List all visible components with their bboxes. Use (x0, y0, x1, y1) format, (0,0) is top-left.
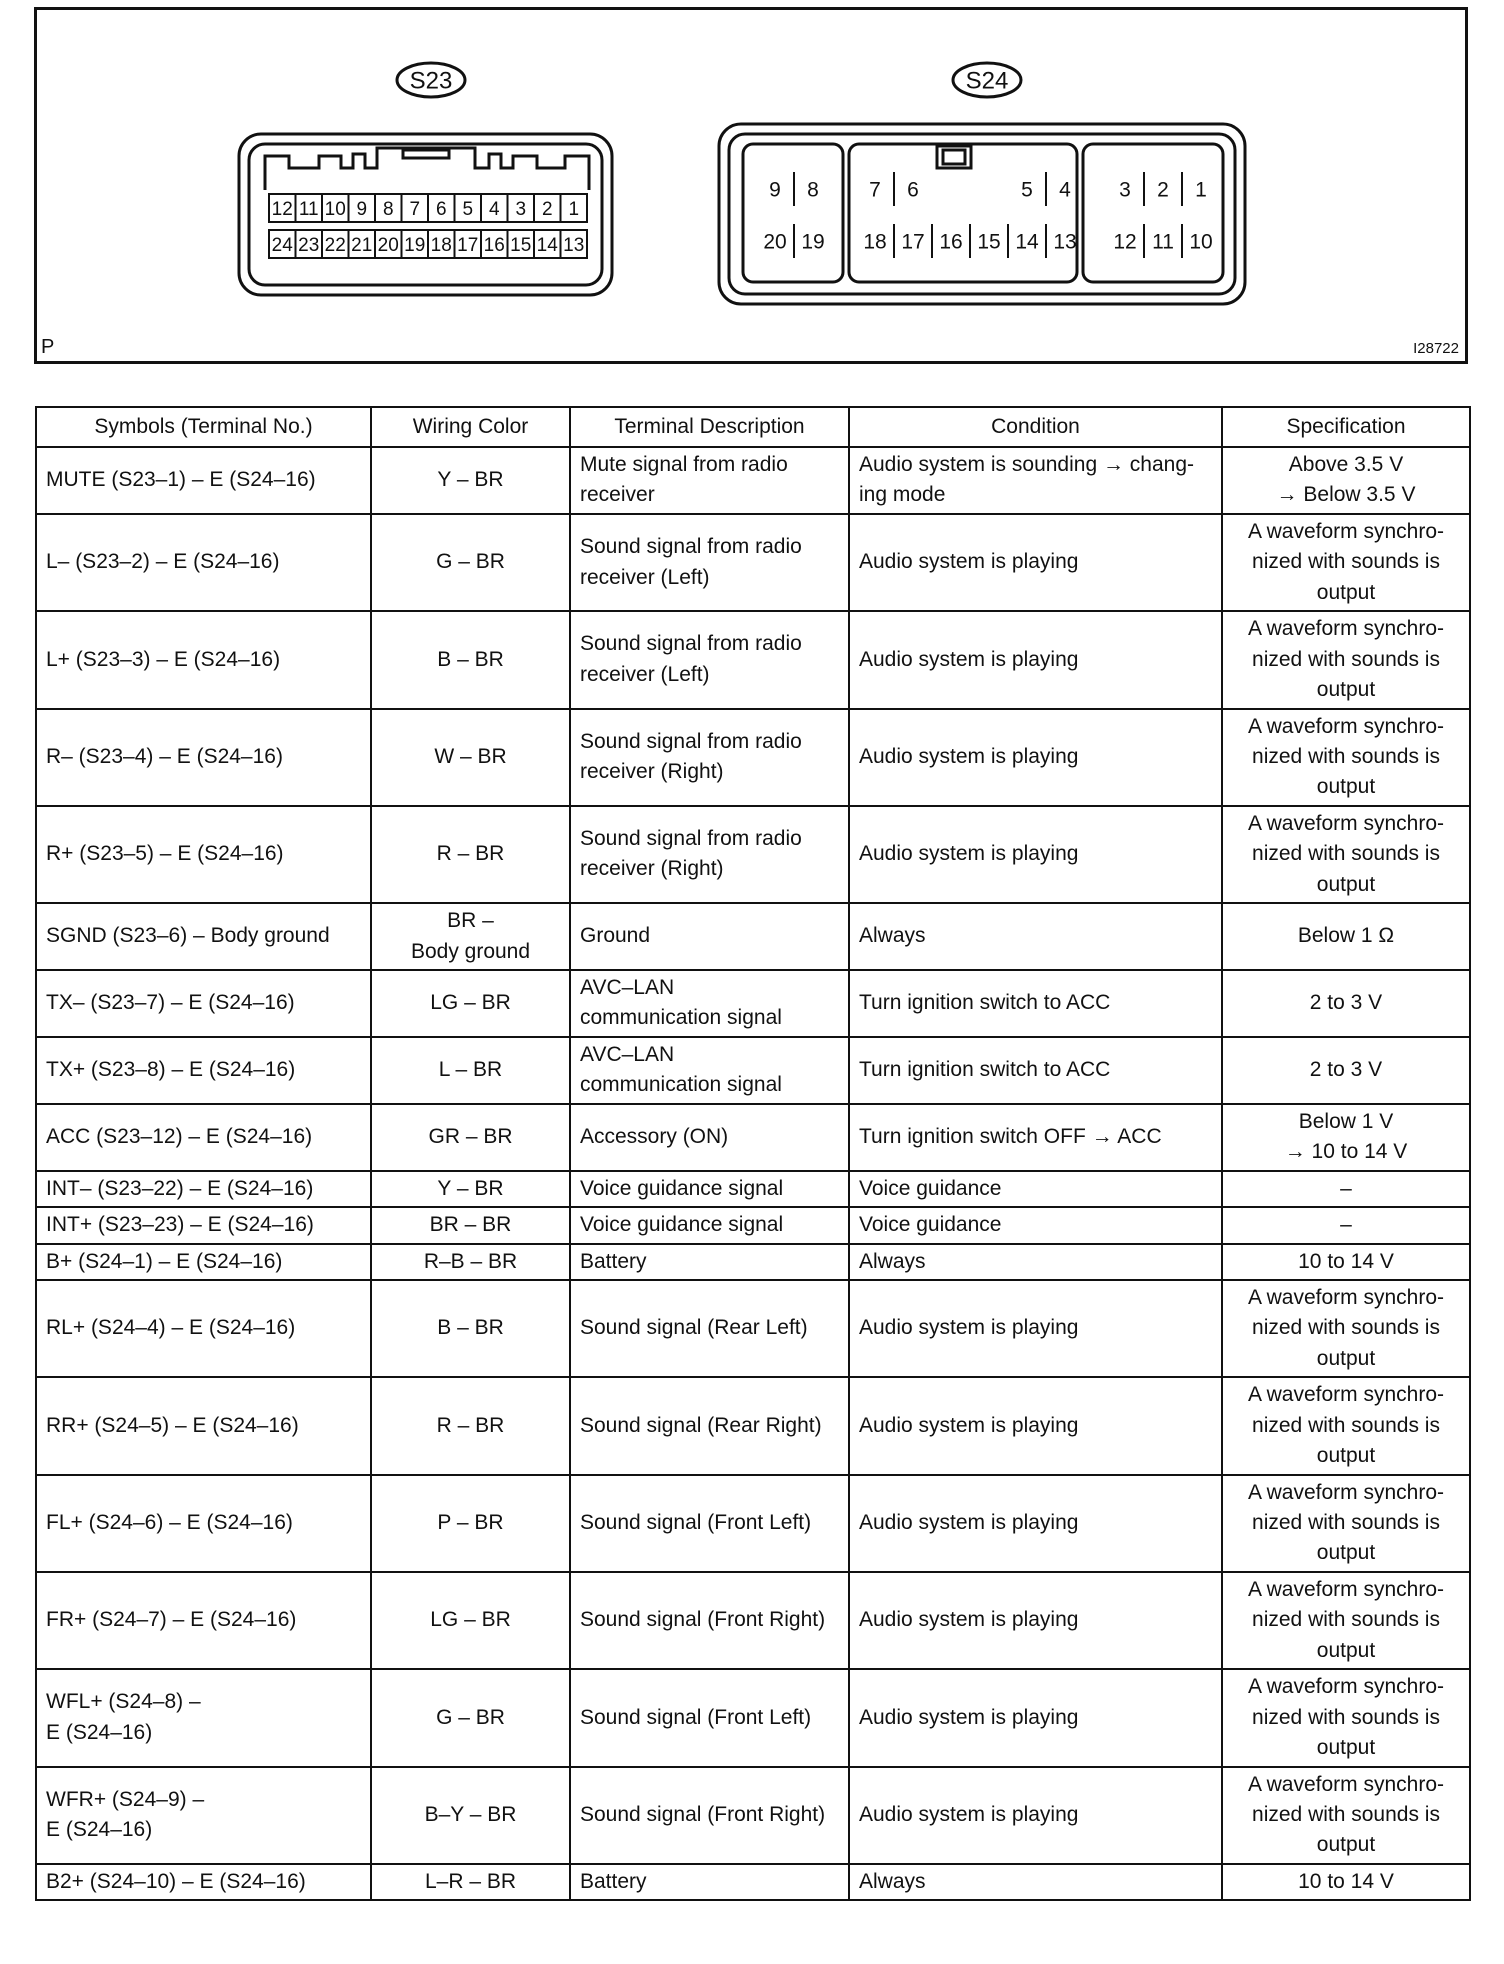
specification-cell: 2 to 3 V (1222, 970, 1470, 1037)
terminal-description-cell: Sound signal (Front Left) (570, 1669, 849, 1766)
terminal-symbol-cell: INT+ (S23–23) – E (S24–16) (36, 1207, 371, 1243)
condition-cell: Always (849, 1864, 1222, 1900)
specification-cell: – (1222, 1171, 1470, 1207)
condition-cell: Audio system is playing (849, 709, 1222, 806)
condition-cell: Audio system is playing (849, 806, 1222, 903)
specification-cell: A waveform synchro- nized with sounds is output (1222, 611, 1470, 708)
s23-pin-18: 18 (430, 234, 452, 256)
s24-label: S24 (965, 67, 1009, 95)
terminal-description-cell: Voice guidance signal (570, 1171, 849, 1207)
condition-cell: Voice guidance (849, 1171, 1222, 1207)
s24-pin-8: 8 (807, 178, 819, 202)
s23-pin-19: 19 (404, 234, 426, 256)
s24-pin-11: 11 (1152, 230, 1174, 254)
terminal-symbol-cell: ACC (S23–12) – E (S24–16) (36, 1104, 371, 1171)
s24-pin-20: 20 (763, 230, 787, 254)
terminal-symbol-cell: FR+ (S24–7) – E (S24–16) (36, 1572, 371, 1669)
terminal-spec-table (35, 406, 1471, 1901)
condition-cell: Audio system is playing (849, 1767, 1222, 1864)
terminal-symbol-cell: MUTE (S23–1) – E (S24–16) (36, 447, 371, 514)
table-row (36, 903, 1470, 970)
header-wiring-color: Wiring Color (371, 407, 570, 447)
condition-cell: Turn ignition switch to ACC (849, 1037, 1222, 1104)
terminal-description-cell: Sound signal from radio receiver (Right) (570, 806, 849, 903)
s24-pin-7: 7 (869, 178, 881, 202)
s24-inner-housing (729, 134, 1235, 294)
condition-cell: Audio system is playing (849, 611, 1222, 708)
specification-cell: 10 to 14 V (1222, 1864, 1470, 1900)
connector-diagram (34, 7, 1468, 364)
table-row (36, 709, 1470, 806)
terminal-description-cell: Sound signal (Front Left) (570, 1475, 849, 1572)
wiring-color-cell: B – BR (371, 1280, 570, 1377)
terminal-symbol-cell: FL+ (S24–6) – E (S24–16) (36, 1475, 371, 1572)
s24-pin-3: 3 (1119, 178, 1131, 202)
table-row (36, 1171, 1470, 1207)
table-row (36, 447, 1470, 514)
wiring-color-cell: G – BR (371, 1669, 570, 1766)
specification-cell: A waveform synchro- nized with sounds is output (1222, 1669, 1470, 1766)
s24-pin-10: 10 (1189, 230, 1213, 254)
terminal-description-cell: Sound signal from radio receiver (Left) (570, 611, 849, 708)
s24-pin-1: 1 (1195, 178, 1207, 202)
condition-cell: Audio system is sounding → chang- ing mode (849, 447, 1222, 514)
specification-cell: 2 to 3 V (1222, 1037, 1470, 1104)
header-terminal-description: Terminal Description (570, 407, 849, 447)
s23-pin-15: 15 (510, 234, 532, 256)
table-row (36, 1244, 1470, 1280)
wiring-color-cell: LG – BR (371, 970, 570, 1037)
table-row (36, 1377, 1470, 1474)
s23-latch-profile (265, 148, 589, 190)
terminal-description-cell: Sound signal (Front Right) (570, 1767, 849, 1864)
connector-drawing (37, 10, 1465, 361)
s23-pin-8: 8 (382, 198, 394, 220)
terminal-symbol-cell: L+ (S23–3) – E (S24–16) (36, 611, 371, 708)
condition-cell: Audio system is playing (849, 1280, 1222, 1377)
specification-cell: Above 3.5 V → Below 3.5 V (1222, 447, 1470, 514)
s24-pin-14: 14 (1015, 230, 1039, 254)
specification-cell: – (1222, 1207, 1470, 1243)
header-symbols: Symbols (Terminal No.) (36, 407, 371, 447)
s23-pin-10: 10 (324, 198, 346, 220)
terminal-symbol-cell: B2+ (S24–10) – E (S24–16) (36, 1864, 371, 1900)
specification-cell: A waveform synchro- nized with sounds is output (1222, 1280, 1470, 1377)
wiring-color-cell: L–R – BR (371, 1864, 570, 1900)
wiring-color-cell: GR – BR (371, 1104, 570, 1171)
terminal-symbol-cell: R+ (S23–5) – E (S24–16) (36, 806, 371, 903)
s23-pin-3: 3 (515, 198, 527, 220)
wiring-color-cell: Y – BR (371, 447, 570, 514)
s24-pin-17: 17 (901, 230, 925, 254)
terminal-symbol-cell: WFL+ (S24–8) – E (S24–16) (36, 1669, 371, 1766)
terminal-description-cell: Sound signal (Front Right) (570, 1572, 849, 1669)
terminal-description-cell: Battery (570, 1864, 849, 1900)
condition-cell: Audio system is playing (849, 1475, 1222, 1572)
terminal-symbol-cell: B+ (S24–1) – E (S24–16) (36, 1244, 371, 1280)
terminal-symbol-cell: TX+ (S23–8) – E (S24–16) (36, 1037, 371, 1104)
condition-cell: Audio system is playing (849, 1669, 1222, 1766)
s23-pin-16: 16 (483, 234, 505, 256)
terminal-description-cell: Sound signal (Rear Left) (570, 1280, 849, 1377)
s23-pin-7: 7 (409, 198, 421, 220)
s24-pin-5: 5 (1021, 178, 1033, 202)
table-row (36, 1280, 1470, 1377)
s23-pin-1: 1 (568, 198, 580, 220)
terminal-symbol-cell: INT– (S23–22) – E (S24–16) (36, 1171, 371, 1207)
table-row (36, 970, 1470, 1037)
s24-left-module (743, 144, 843, 282)
table-row (36, 611, 1470, 708)
terminal-description-cell: AVC–LAN communication signal (570, 970, 849, 1037)
condition-cell: Audio system is playing (849, 1572, 1222, 1669)
condition-cell: Turn ignition switch to ACC (849, 970, 1222, 1037)
s24-pin-6: 6 (907, 178, 919, 202)
s23-pin-13: 13 (563, 234, 585, 256)
s23-pin-23: 23 (298, 234, 320, 256)
terminal-description-cell: Ground (570, 903, 849, 970)
s24-housing (719, 124, 1245, 304)
s24-pin-4: 4 (1059, 178, 1071, 202)
s23-pin-22: 22 (324, 234, 346, 256)
s23-pin-20: 20 (377, 234, 399, 256)
terminal-description-cell: Sound signal from radio receiver (Left) (570, 514, 849, 611)
s24-pin-19: 19 (801, 230, 825, 254)
condition-cell: Always (849, 903, 1222, 970)
terminal-description-cell: AVC–LAN communication signal (570, 1037, 849, 1104)
terminal-description-cell: Mute signal from radio receiver (570, 447, 849, 514)
s23-pin-11: 11 (298, 198, 319, 220)
wiring-color-cell: BR – Body ground (371, 903, 570, 970)
wiring-color-cell: B–Y – BR (371, 1767, 570, 1864)
s24-pin-18: 18 (863, 230, 887, 254)
table-row (36, 514, 1470, 611)
terminal-symbol-cell: R– (S23–4) – E (S24–16) (36, 709, 371, 806)
condition-cell: Always (849, 1244, 1222, 1280)
s23-pin-5: 5 (462, 198, 474, 220)
specification-cell: Below 1 V → 10 to 14 V (1222, 1104, 1470, 1171)
wiring-color-cell: L – BR (371, 1037, 570, 1104)
table-row (36, 1767, 1470, 1864)
table-row (36, 1104, 1470, 1171)
condition-cell: Audio system is playing (849, 514, 1222, 611)
page-corner-letter: P (41, 336, 55, 358)
s23-pin-17: 17 (457, 234, 479, 256)
specification-cell: 10 to 14 V (1222, 1244, 1470, 1280)
table-row (36, 1669, 1470, 1766)
wiring-color-cell: LG – BR (371, 1572, 570, 1669)
specification-cell: A waveform synchro- nized with sounds is output (1222, 1572, 1470, 1669)
specification-cell: A waveform synchro- nized with sounds is output (1222, 806, 1470, 903)
s23-label: S23 (409, 67, 453, 95)
specification-cell: A waveform synchro- nized with sounds is output (1222, 514, 1470, 611)
condition-cell: Voice guidance (849, 1207, 1222, 1243)
specification-cell: A waveform synchro- nized with sounds is output (1222, 1377, 1470, 1474)
wiring-color-cell: W – BR (371, 709, 570, 806)
s23-pin-4: 4 (488, 198, 500, 220)
table-row (36, 1475, 1470, 1572)
s23-pin-9: 9 (356, 198, 368, 220)
s23-key (403, 150, 449, 158)
terminal-symbol-cell: SGND (S23–6) – Body ground (36, 903, 371, 970)
s24-pin-12: 12 (1113, 230, 1137, 254)
s23-pin-12: 12 (271, 198, 293, 220)
wiring-color-cell: BR – BR (371, 1207, 570, 1243)
s23-pin-14: 14 (536, 234, 558, 256)
wiring-color-cell: R – BR (371, 806, 570, 903)
specification-cell: A waveform synchro- nized with sounds is output (1222, 1475, 1470, 1572)
table-row (36, 1037, 1470, 1104)
figure-id: I28722 (1413, 340, 1459, 357)
table-row (36, 1864, 1470, 1900)
s24-pin-16: 16 (939, 230, 963, 254)
s23-pin-24: 24 (271, 234, 293, 256)
terminal-description-cell: Accessory (ON) (570, 1104, 849, 1171)
condition-cell: Audio system is playing (849, 1377, 1222, 1474)
specification-cell: A waveform synchro- nized with sounds is output (1222, 709, 1470, 806)
terminal-symbol-cell: RL+ (S24–4) – E (S24–16) (36, 1280, 371, 1377)
s23-pin-21: 21 (351, 234, 373, 256)
table-row (36, 1207, 1470, 1243)
wiring-color-cell: R–B – BR (371, 1244, 570, 1280)
terminal-description-cell: Sound signal (Rear Right) (570, 1377, 849, 1474)
terminal-description-cell: Voice guidance signal (570, 1207, 849, 1243)
specification-cell: Below 1 Ω (1222, 903, 1470, 970)
s23-pin-6: 6 (435, 198, 447, 220)
condition-cell: Turn ignition switch OFF → ACC (849, 1104, 1222, 1171)
terminal-symbol-cell: WFR+ (S24–9) – E (S24–16) (36, 1767, 371, 1864)
table-header-row (36, 407, 1470, 447)
wiring-color-cell: B – BR (371, 611, 570, 708)
wiring-color-cell: G – BR (371, 514, 570, 611)
terminal-symbol-cell: TX– (S23–7) – E (S24–16) (36, 970, 371, 1037)
terminal-description-cell: Battery (570, 1244, 849, 1280)
s24-right-module (1083, 144, 1223, 282)
header-condition: Condition (849, 407, 1222, 447)
wiring-color-cell: Y – BR (371, 1171, 570, 1207)
s24-pin-13: 13 (1053, 230, 1077, 254)
terminal-description-cell: Sound signal from radio receiver (Right) (570, 709, 849, 806)
wiring-color-cell: P – BR (371, 1475, 570, 1572)
terminal-symbol-cell: L– (S23–2) – E (S24–16) (36, 514, 371, 611)
s24-key (943, 150, 965, 164)
table-row (36, 806, 1470, 903)
s24-pin-15: 15 (977, 230, 1001, 254)
header-specification: Specification (1222, 407, 1470, 447)
s23-pin-2: 2 (541, 198, 553, 220)
wiring-color-cell: R – BR (371, 1377, 570, 1474)
terminal-symbol-cell: RR+ (S24–5) – E (S24–16) (36, 1377, 371, 1474)
s24-pin-2: 2 (1157, 178, 1169, 202)
s24-pin-9: 9 (769, 178, 781, 202)
specification-cell: A waveform synchro- nized with sounds is output (1222, 1767, 1470, 1864)
table-row (36, 1572, 1470, 1669)
